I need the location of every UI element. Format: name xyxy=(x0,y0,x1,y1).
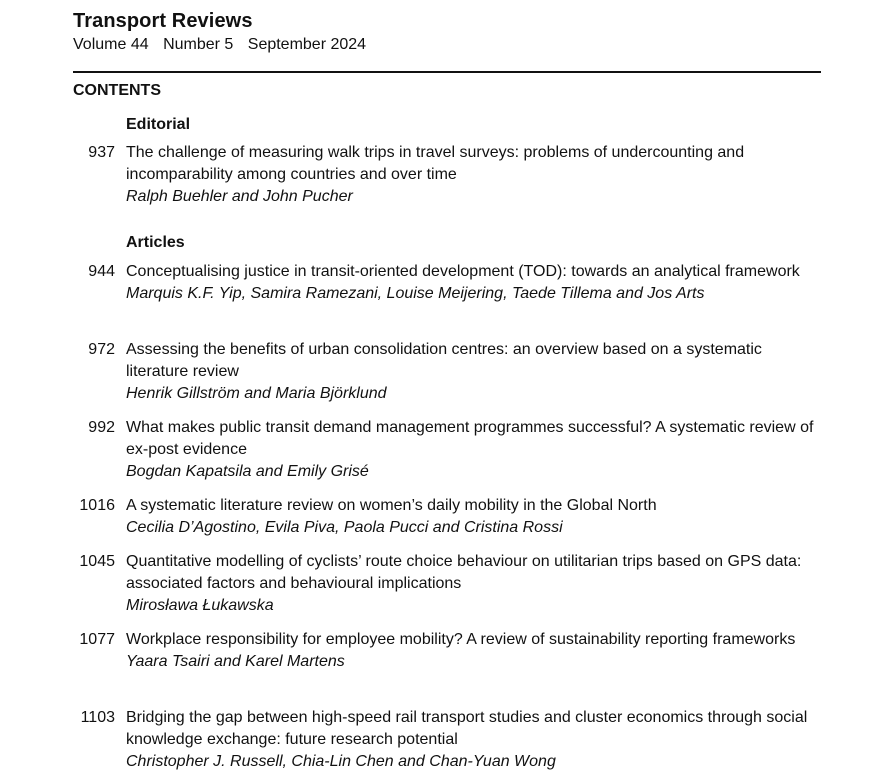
page-number: 972 xyxy=(88,341,115,358)
article-title[interactable]: Quantitative modelling of cyclists’ route choice behaviour on utilitarian trips based on GPS data: associated factors and behavioural implications xyxy=(126,553,802,592)
toc-entry[interactable] xyxy=(60,707,830,773)
toc-entry[interactable] xyxy=(60,629,830,673)
article-authors: Marquis K.F. Yip, Samira Ramezani, Louise Meijering, Taede Tillema and Jos Arts xyxy=(126,285,705,302)
issue-date: September 2024 xyxy=(247,36,367,53)
page-number: 937 xyxy=(88,144,115,161)
article-title[interactable]: Conceptualising justice in transit-oriented development (TOD): towards an analytical framework xyxy=(126,263,800,280)
section-heading-articles: Articles xyxy=(126,234,185,251)
journal-title: Transport Reviews xyxy=(73,10,253,32)
article-authors: Ralph Buehler and John Pucher xyxy=(126,188,353,205)
article-authors: Henrik Gillström and Maria Björklund xyxy=(126,385,387,402)
page-number: 1103 xyxy=(80,709,115,726)
article-authors: Yaara Tsairi and Karel Martens xyxy=(126,653,345,670)
toc-entry[interactable] xyxy=(60,142,830,208)
volume-label: Volume 44 xyxy=(73,36,149,53)
article-title[interactable]: Workplace responsibility for employee mobility? A review of sustainability reporting frameworks xyxy=(126,631,796,648)
toc-entry[interactable] xyxy=(60,495,830,539)
article-title[interactable]: Bridging the gap between high-speed rail transport studies and cluster economics through social knowledge exchange: future research potential xyxy=(126,709,808,748)
article-title[interactable]: The challenge of measuring walk trips in travel surveys: problems of undercounting and incomparability among countries and over time xyxy=(126,144,745,183)
page-number: 944 xyxy=(88,263,115,280)
section-heading-editorial: Editorial xyxy=(126,116,191,133)
issue-number: Number 5 xyxy=(163,36,234,53)
header-divider xyxy=(73,71,821,73)
page-number: 1016 xyxy=(79,497,115,514)
toc-entry[interactable] xyxy=(60,551,830,617)
toc-entry[interactable] xyxy=(60,261,830,305)
page-number: 992 xyxy=(88,419,115,436)
article-authors: Mirosława Łukawska xyxy=(126,597,274,614)
article-authors: Christopher J. Russell, Chia-Lin Chen and Chan-Yuan Wong xyxy=(126,753,556,770)
article-title[interactable]: Assessing the benefits of urban consolidation centres: an overview based on a systematic literature review xyxy=(126,341,762,380)
article-title[interactable]: What makes public transit demand management programmes successful? A systematic review of ex-post evidence xyxy=(126,419,814,458)
page-number: 1045 xyxy=(79,553,115,570)
page-number: 1077 xyxy=(79,631,115,648)
toc-entry[interactable] xyxy=(60,339,830,405)
article-authors: Cecilia D’Agostino, Evila Piva, Paola Pucci and Cristina Rossi xyxy=(126,519,563,536)
article-authors: Bogdan Kapatsila and Emily Grisé xyxy=(126,463,369,480)
issue-info xyxy=(73,36,376,54)
toc-entry[interactable] xyxy=(60,417,830,483)
contents-heading: CONTENTS xyxy=(73,82,161,99)
article-title[interactable]: A systematic literature review on women’s daily mobility in the Global North xyxy=(126,497,657,514)
